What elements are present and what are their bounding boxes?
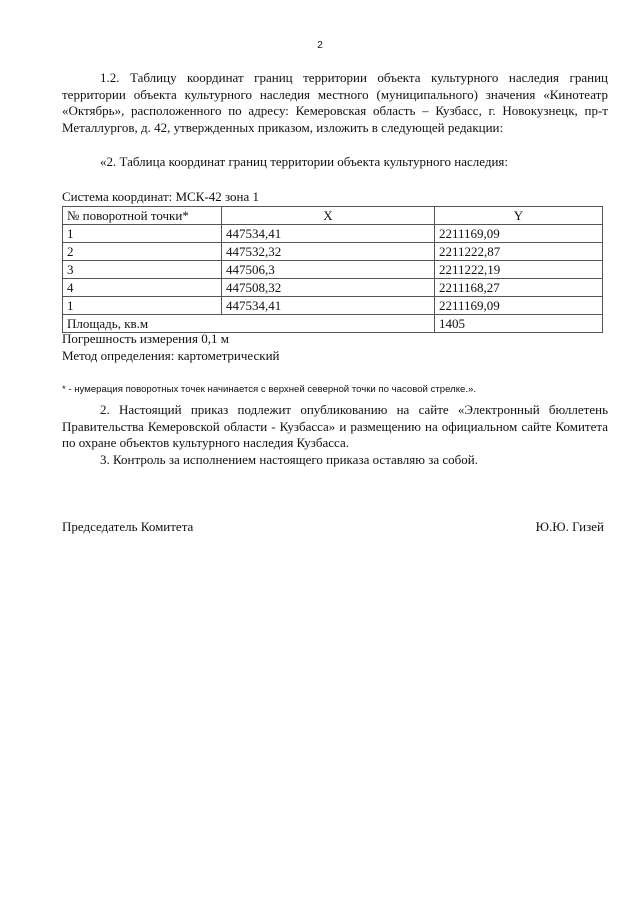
table-row bbox=[63, 297, 603, 315]
point-number-cell: 2 bbox=[63, 243, 222, 261]
header-y: Y bbox=[435, 207, 603, 225]
measurement-accuracy: Погрешность измерения 0,1 м bbox=[62, 331, 229, 346]
table-caption: «2. Таблица координат границ территории объекта культурного наследия: bbox=[100, 154, 509, 169]
x-cell: 447534,41 bbox=[222, 297, 435, 315]
paragraph-1-2: 1.2. Таблицу координат границ территории объекта культурного наследия границ территории объекта культурного наследия местного (муниципального) значения «Кинотеатр «Октябрь», расположенного по адресу: Кемеровская область – Кузбасс, г. Новокузнецк, пр-т Металлургов, д. 42, утвержденных приказом, изложить в следующей редакции: bbox=[62, 70, 608, 135]
coordinate-system: Система координат: МСК-42 зона 1 bbox=[62, 189, 260, 204]
paragraph-2: 2. Настоящий приказ подлежит опубликованию на сайте «Электронный бюллетень Правительства Кемеровской области - Кузбасса» и размещению на официальном сайте Комитета по охране объектов культурного наследия Кузбасса. bbox=[62, 402, 608, 450]
point-number-cell: 1 bbox=[63, 225, 222, 243]
x-cell: 447506,3 bbox=[222, 261, 435, 279]
determination-method: Метод определения: картометрический bbox=[62, 348, 280, 363]
x-cell: 447534,41 bbox=[222, 225, 435, 243]
coordinates-table bbox=[62, 206, 603, 333]
header-x: X bbox=[222, 207, 435, 225]
area-label: Площадь, кв.м bbox=[63, 315, 435, 333]
area-row bbox=[63, 315, 603, 333]
x-cell: 447532,32 bbox=[222, 243, 435, 261]
header-point-number: № поворотной точки* bbox=[63, 207, 222, 225]
table-row bbox=[63, 261, 603, 279]
point-number-cell: 1 bbox=[63, 297, 222, 315]
y-cell: 2211169,09 bbox=[435, 297, 603, 315]
y-cell: 2211222,19 bbox=[435, 261, 603, 279]
page-number: 2 bbox=[317, 40, 323, 51]
point-number-cell: 3 bbox=[63, 261, 222, 279]
y-cell: 2211168,27 bbox=[435, 279, 603, 297]
area-value: 1405 bbox=[435, 315, 603, 333]
signatory-position: Председатель Комитета bbox=[62, 519, 194, 534]
y-cell: 2211169,09 bbox=[435, 225, 603, 243]
y-cell: 2211222,87 bbox=[435, 243, 603, 261]
table-row bbox=[63, 243, 603, 261]
table-header-row bbox=[63, 207, 603, 225]
x-cell: 447508,32 bbox=[222, 279, 435, 297]
point-number-cell: 4 bbox=[63, 279, 222, 297]
footnote: * - нумерация поворотных точек начинается с верхней северной точки по часовой стрелке.». bbox=[62, 384, 477, 395]
paragraph-3: 3. Контроль за исполнением настоящего приказа оставляю за собой. bbox=[100, 452, 478, 467]
table-row bbox=[63, 225, 603, 243]
signatory-name: Ю.Ю. Гизей bbox=[535, 519, 604, 534]
table-row bbox=[63, 279, 603, 297]
